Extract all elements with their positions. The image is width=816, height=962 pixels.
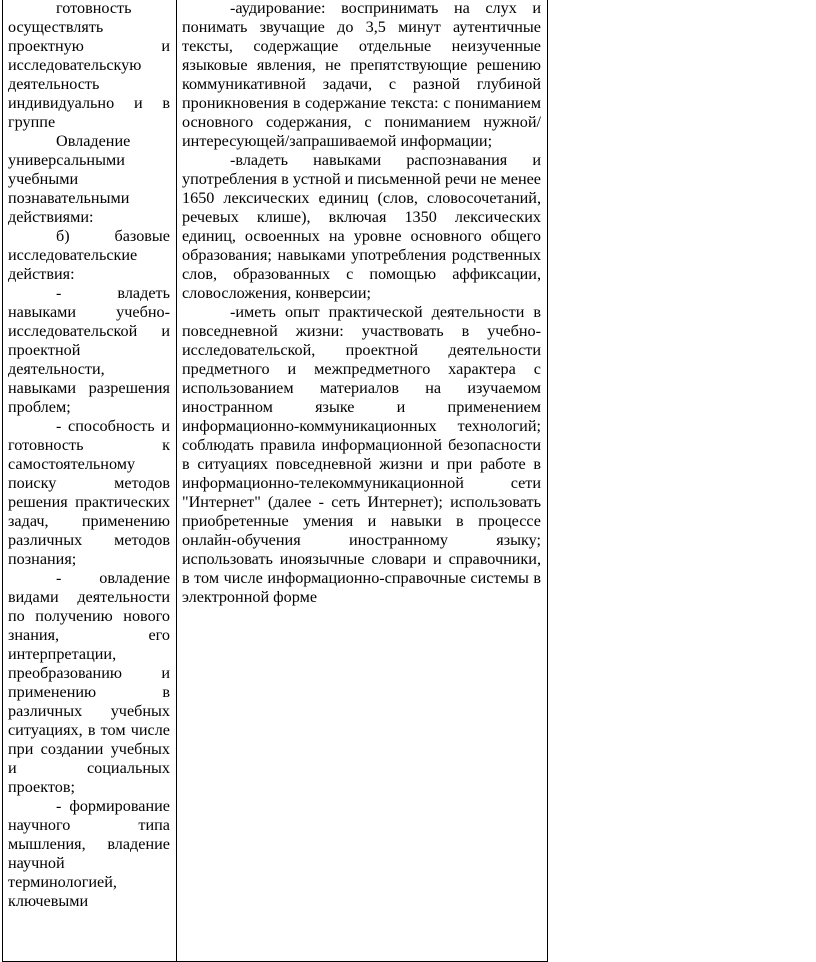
left-paragraph-3: б) базовые исследовательские действия: <box>8 227 170 283</box>
left-paragraph-6: - овладение видами деятельности по получению нового знания, его интерпретации, преобразованию и применению в различных учебных ситуациях, в том числе при создании учебных и социальных проектов; <box>8 569 170 796</box>
left-paragraph-4: - владеть навыками учебно-исследовательской и проектной деятельности, навыками разрешения проблем; <box>8 284 170 416</box>
left-paragraph-5: - способность и готовность к самостоятельному поиску методов решения практических задач, применению различных методов познания; <box>8 417 170 568</box>
left-paragraph-7: - формирование научного типа мышления, владение научной терминологией, ключевыми <box>8 797 170 910</box>
table-row <box>3 0 548 962</box>
requirements-table <box>2 0 548 962</box>
right-paragraph-1: -аудирование: воспринимать на слух и понимать звучащие до 3,5 минут аутентичные тексты, содержащие отдельные неизученные языковые явления, не препятствующие решению коммуникативной задачи, с разной глубиной проникновения в содержание текста: с пониманием основного содержания, с пониманием нужной/интересующей/запрашиваемой информации; <box>182 0 541 150</box>
right-paragraph-3: -иметь опыт практической деятельности в повседневной жизни: участвовать в учебно-исследовательской, проектной деятельности предметного и межпредметного характера с использованием материалов на изучаемом иностранном языке и применением информационно-коммуникационных технологий; соблюдать правила информационной безопасности в ситуациях повседневной жизни и при работе в информационно-телекоммуникационной сети "Интернет" (далее - сеть Интернет); использовать приобретенные умения и навыки в процессе онлайн-обучения иностранному языку; использовать иноязычные словари и справочники, в том числе информационно-справочные системы в электронной форме <box>182 303 541 606</box>
table-cell-right <box>177 0 548 962</box>
left-paragraph-1: готовность осуществлять проектную и исследовательскую деятельность индивидуально и в группе <box>8 0 170 131</box>
left-paragraph-2: Овладение универсальными учебными познавательными действиями: <box>8 132 131 226</box>
right-paragraph-2: -владеть навыками распознавания и употребления в устной и письменной речи не менее 1650 лексических единиц (слов, словосочетаний, речевых клише), включая 1350 лексических единиц, освоенных на уровне основного общего образования; навыками употребления родственных слов, образованных с помощью аффиксации, словосложения, конверсии; <box>182 151 541 302</box>
table-cell-left <box>3 0 177 962</box>
